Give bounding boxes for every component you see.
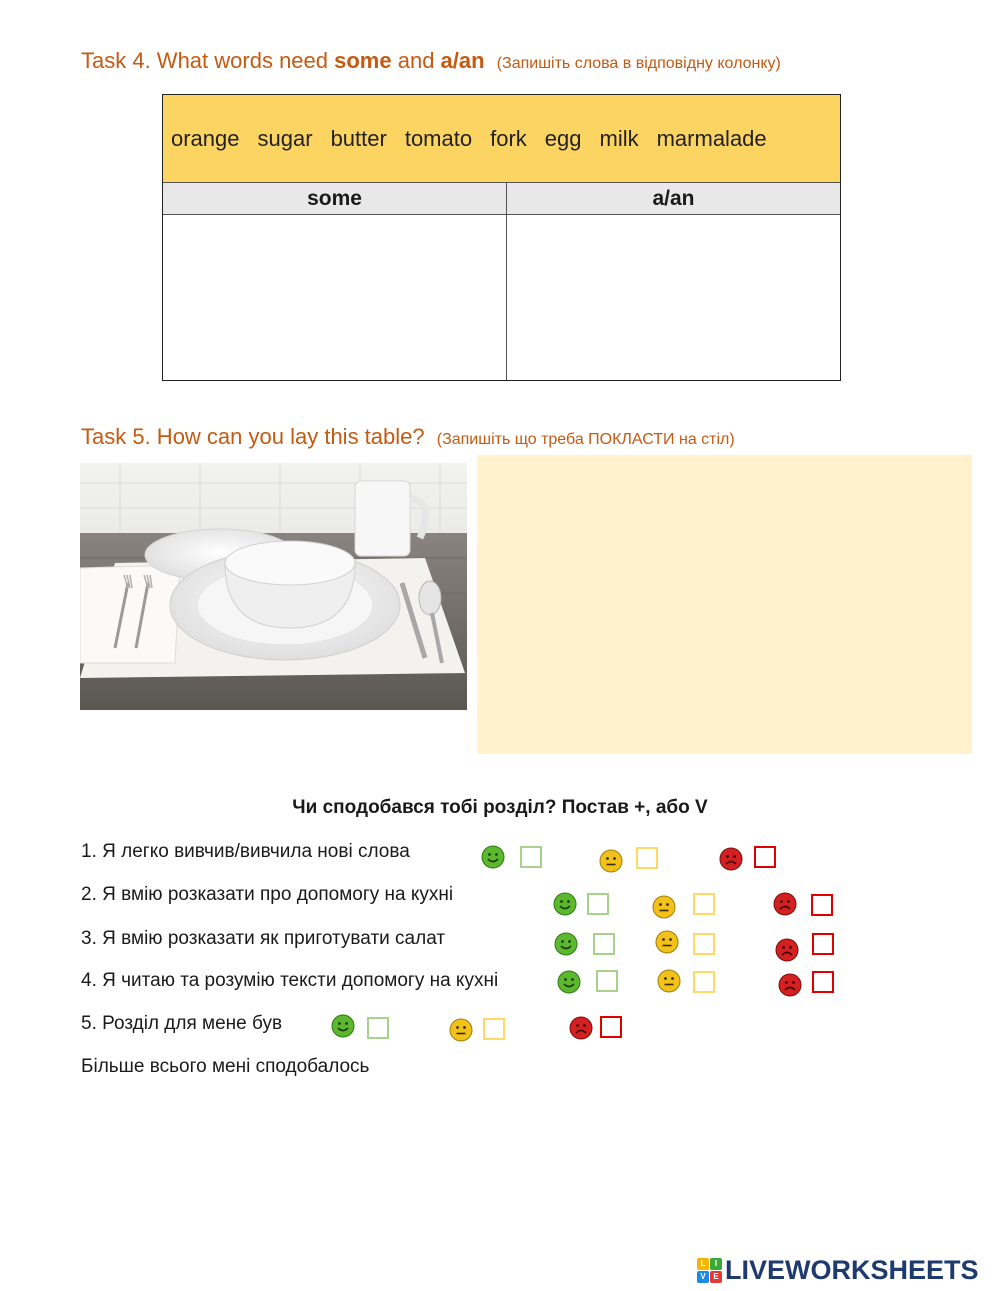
sad-face-icon (569, 1016, 593, 1040)
word-marmalade: marmalade (656, 125, 767, 151)
checkbox-sad[interactable] (812, 971, 834, 993)
task5-answer-area[interactable] (477, 455, 972, 754)
word-butter: butter (330, 125, 387, 151)
neutral-face-icon (599, 849, 623, 873)
checkbox-happy[interactable] (596, 970, 618, 992)
logo-blocks-icon (697, 1258, 722, 1283)
neutral-face-icon (657, 969, 681, 993)
sad-face-icon (778, 973, 802, 997)
survey-item-4: 4. Я читаю та розумію тексти допомогу на кухні (81, 970, 499, 991)
task5-title-text: Task 5. How can you lay this table? (81, 424, 425, 449)
happy-face-icon (553, 892, 577, 916)
checkbox-sad[interactable] (754, 846, 776, 868)
happy-face-icon (554, 932, 578, 956)
answer-cell-some[interactable] (163, 215, 507, 380)
logo-block-v: V (697, 1271, 709, 1283)
logo-block-i: I (710, 1258, 722, 1270)
happy-face-icon (481, 845, 505, 869)
neutral-face-icon (652, 895, 676, 919)
neutral-face-icon (655, 930, 679, 954)
checkbox-happy[interactable] (587, 893, 609, 915)
logo-block-e: E (710, 1271, 722, 1283)
word-sort-table (162, 94, 841, 381)
sad-face-icon (775, 938, 799, 962)
survey-item-2: 2. Я вмію розказати про допомогу на кухні (81, 884, 454, 905)
word-sugar: sugar (257, 125, 313, 151)
logo-text: LIVEWORKSHEETS (725, 1254, 979, 1285)
neutral-face-icon (449, 1018, 473, 1042)
survey-item-5: 5. Розділ для мене був (81, 1013, 283, 1034)
word-orange: orange (171, 125, 240, 151)
checkbox-neutral[interactable] (693, 933, 715, 955)
answer-cell-aan[interactable] (507, 215, 840, 380)
column-header-some: some (163, 183, 507, 215)
task4-title-aan: a/an (440, 48, 485, 73)
checkbox-neutral[interactable] (636, 847, 658, 869)
checkbox-neutral[interactable] (483, 1018, 505, 1040)
task4-title-some: some (334, 48, 392, 73)
survey-item-1: 1. Я легко вивчив/вивчила нові слова (81, 841, 410, 862)
checkbox-happy[interactable] (593, 933, 615, 955)
checkbox-sad[interactable] (811, 894, 833, 916)
survey-item-3: 3. Я вмію розказати як приготувати салат (81, 928, 446, 949)
task5-title (81, 424, 735, 450)
task5-instruction: (Запишіть що треба ПОКЛАСТИ на стіл) (436, 431, 735, 448)
column-header-aan: a/an (507, 183, 840, 215)
task4-instruction: (Запишіть слова в відповідну колонку) (496, 55, 781, 72)
checkbox-neutral[interactable] (693, 971, 715, 993)
liveworksheets-logo (697, 1255, 979, 1285)
happy-face-icon (557, 970, 581, 994)
sad-face-icon (719, 847, 743, 871)
happy-face-icon (331, 1014, 355, 1038)
favorite-part-prompt: Більше всього мені сподобалось (81, 1056, 370, 1077)
table-setting-photo (80, 463, 467, 710)
task4-title-and: and (391, 48, 441, 73)
sad-face-icon (773, 892, 797, 916)
word-tomato: tomato (404, 125, 473, 151)
task4-title-text: Task 4. What words need (81, 48, 335, 73)
checkbox-happy[interactable] (367, 1017, 389, 1039)
word-bank (163, 95, 840, 183)
checkbox-sad[interactable] (812, 933, 834, 955)
task4-title (81, 48, 781, 74)
checkbox-sad[interactable] (600, 1016, 622, 1038)
word-fork: fork (490, 125, 527, 151)
checkbox-neutral[interactable] (693, 893, 715, 915)
logo-block-l: L (697, 1258, 709, 1270)
checkbox-happy[interactable] (520, 846, 542, 868)
survey-title: Чи сподобався тобі розділ? Постав +, або V (292, 797, 708, 818)
word-egg: egg (544, 125, 582, 151)
word-milk: milk (599, 125, 639, 151)
